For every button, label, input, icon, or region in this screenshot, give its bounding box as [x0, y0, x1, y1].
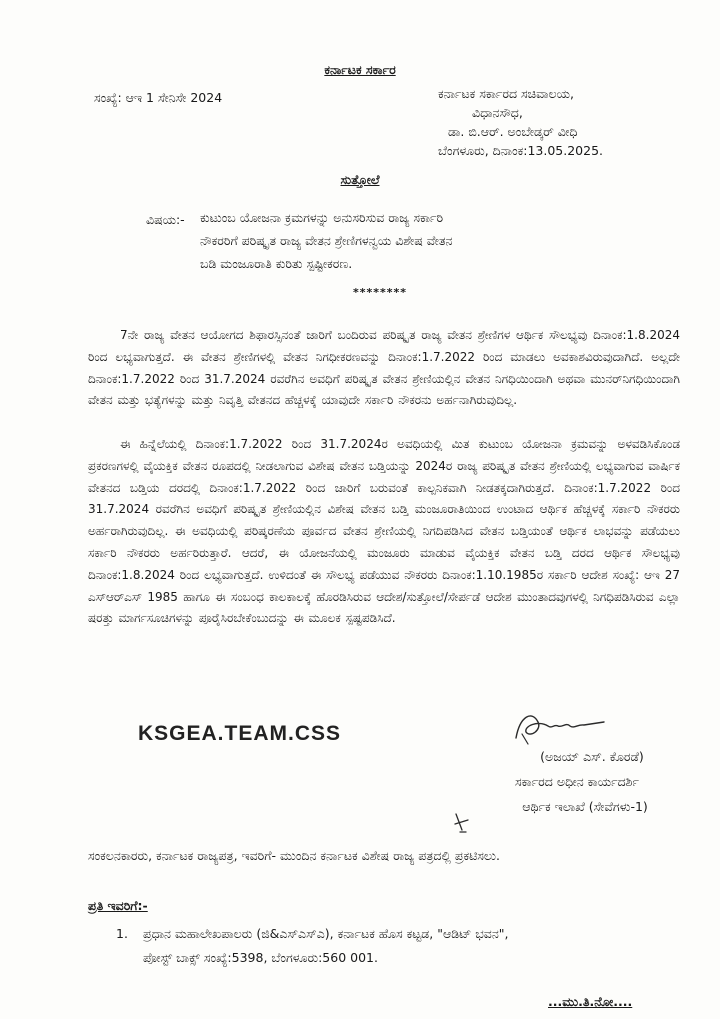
signatory-designation: ಸರ್ಕಾರದ ಅಧೀನ ಕಾರ್ಯದರ್ಶಿ — [515, 774, 639, 789]
copy-to-item-line: ಪೋಸ್ಟ್ ಬಾಕ್ಸ್ ಸಂಖ್ಯೆ:5398, ಬೆಂಗಳೂರು:560 001. — [143, 950, 378, 965]
watermark-text: KSGEA.TEAM.CSS — [138, 722, 342, 745]
address-line-vidhana-soudha: ವಿಧಾನಸೌಧ, — [472, 105, 523, 120]
address-line-date: ಬೆಂಗಳೂರು, ದಿನಾಂಕ:13.05.2025. — [438, 143, 603, 158]
subject-line: ಕುಟುಂಬ ಯೋಜನಾ ಕ್ರಮಗಳನ್ನು ಅನುಸರಿಸುವ ರಾಜ್ಯ ಸರ್ಕಾರಿ — [200, 210, 444, 225]
initial-mark — [452, 810, 472, 836]
address-line-secretariat: ಕರ್ನಾಟಕ ಸರ್ಕಾರದ ಸಚಿವಾಲಯ, — [438, 86, 574, 101]
subject-text — [200, 206, 640, 275]
address-block — [438, 84, 708, 160]
signatory-department: ಆರ್ಥಿಕ ಇಲಾಖೆ (ಸೇವೆಗಳು-1) — [522, 799, 648, 814]
subject-line: ನೌಕರರಿಗೆ ಪರಿಷ್ಕೃತ ರಾಜ್ಯ ವೇತನ ಶ್ರೇಣಿಗಳನ್ವಯ ವಿಶೇಷ ವೇತನ — [200, 233, 453, 248]
government-title: ಕರ್ನಾಟಕ ಸರ್ಕಾರ — [324, 62, 396, 77]
signature — [508, 704, 608, 748]
copy-to-item-line: ಪ್ರಧಾನ ಮಹಾಲೇಖಪಾಲರು (ಜಿ&ಎಸ್‌ಎಸ್‌ಎ), ಕರ್ನಾಟಕ ಹೊಸ ಕಟ್ಟಡ, "ಆಡಿಟ್ ಭವನ", — [143, 926, 509, 941]
copy-to-heading: ಪ್ರತಿ ಇವರಿಗೆ:- — [88, 898, 148, 913]
order-number: ಸಂಖ್ಯೆ: ಆಇ 1 ಸೇನಿಸೇ 2024 — [94, 90, 223, 105]
gazette-note: ಸಂಕಲನಕಾರರು, ಕರ್ನಾಟಕ ರಾಜ್ಯಪತ್ರ, ಇವರಿಗೆ- ಮುಂದಿನ ಕರ್ನಾಟಕ ವಿಶೇಷ ರಾಜ್ಯ ಪತ್ರದಲ್ಲಿ ಪ್ರಕಟಿಸಲು. — [88, 848, 500, 863]
page-continuation: ...ಮು.ತಿ.ನೋ.... — [548, 994, 633, 1009]
body-paragraph-2: ಈ ಹಿನ್ನೆಲೆಯಲ್ಲಿ ದಿನಾಂಕ:1.7.2022 ರಿಂದ 31.7.2024ರ ಅವಧಿಯಲ್ಲಿ ಮಿತ ಕುಟುಂಬ ಯೋಜನಾ ಕ್ರಮವನ್ನು ಅಳವಡಿಸಿಕೊಂಡ ಪ್ರಕರಣಗಳಲ್ಲಿ ವೈಯಕ್ತಿಕ ವೇತನ ರೂಪದಲ್ಲಿ ನೀಡಲಾಗುವ ವಿಶೇಷ ವೇತನ ಬಡ್ತಿಯನ್ನು 2024ರ ರಾಜ್ಯ ಪರಿಷ್ಕೃತ ವೇತನ ಶ್ರೇಣಿಯಲ್ಲಿ ಲಭ್ಯವಾಗುವ ವಾರ್ಷಿಕ ವೇತನದ ಬಡ್ತಿಯ ದರದಲ್ಲಿ ದಿನಾಂಕ:1.7.2022 ರಿಂದ ಜಾರಿಗೆ ಬರುವಂತೆ ಕಾಲ್ಪನಿಕವಾಗಿ ನೀಡತಕ್ಕದಾಗಿರುತ್ತದೆ. ದಿನಾಂಕ:1.7.2022 ರಿಂದ 31.7.2024 ರವರೆಗಿನ ಅವಧಿಗೆ ಪರಿಷ್ಕೃತ ಶ್ರೇಣಿಯಲ್ಲಿನ ವಿಶೇಷ ವೇತನ ಬಡ್ತಿ ಮಂಜೂರಾತಿಯಿಂದ ಉಂಟಾದ ಆರ್ಥಿಕ ಹೆಚ್ಚಳಕ್ಕೆ ಸರ್ಕಾರಿ ನೌಕರರು ಅರ್ಹರಾಗಿರುವುದಿಲ್ಲ. ಈ ಅವಧಿಯಲ್ಲಿ ಪರಿಷ್ಕರಣೆಯ ಪೂರ್ವದ ವೇತನ ಶ್ರೇಣಿಯಲ್ಲಿ ನಿಗದಿಪಡಿಸಿದ ವೇತನ ಬಡ್ತಿಯಂತೆ ಆರ್ಥಿಕ ಲಾಭವನ್ನು ಪಡೆಯಲು ಸರ್ಕಾರಿ ನೌಕರರು ಅರ್ಹರಿರುತ್ತಾರೆ. ಆದರೆ, ಈ ಯೋಜನೆಯಲ್ಲಿ ಮಂಜೂರು ಮಾಡುವ ವೈಯಕ್ತಿಕ ವೇತನ ಬಡ್ತಿ ದರದ ಆರ್ಥಿಕ ಸೌಲಭ್ಯವು ದಿನಾಂಕ:1.8.2024 ರಿಂದ ಲಭ್ಯವಾಗುತ್ತದೆ. ಉಳಿದಂತೆ ಈ ಸೌಲಭ್ಯ ಪಡೆಯುವ ನೌಕರರು ದಿನಾಂಕ:1.10.1985ರ ಸರ್ಕಾರಿ ಆದೇಶ ಸಂಖ್ಯೆ: ಆಇ 27 ಎಸ್‌ಆರ್‌ಎಸ್ 1985 ಹಾಗೂ ಈ ಸಂಬಂಧ ಕಾಲಕಾಲಕ್ಕೆ ಹೊರಡಿಸಿರುವ ಆದೇಶ/ಸುತ್ತೋಲೆ/ಸೇರ್ಪಡೆ ಆದೇಶ ಮುಂತಾದವುಗಳಲ್ಲಿ ನಿಗಧಿಪಡಿಸಿರುವ ಎಲ್ಲಾ ಷರತ್ತು ಮಾರ್ಗಸೂಚಿಗಳನ್ನು ಪೂರೈಸಿರಬೇಕೆಂಬುದನ್ನು ಈ ಮೂಲಕ ಸ್ಪಷ್ಟಪಡಿಸಿದೆ. — [88, 437, 680, 626]
subject-label: ವಿಷಯ:- — [146, 212, 185, 227]
copy-to-item-number: 1. — [116, 926, 128, 941]
address-line-street: ಡಾ. ಬಿ.ಆರ್. ಅಂಬೇಡ್ಕರ್ ವೀಧಿ — [448, 124, 578, 139]
document-type: ಸುತ್ತೋಲೆ — [340, 172, 380, 187]
signatory-name: (ಅಜಯ್ ಎಸ್. ಕೊರಡೆ) — [540, 749, 644, 764]
body-paragraph-1: 7ನೇ ರಾಜ್ಯ ವೇತನ ಆಯೋಗದ ಶಿಫಾರಸ್ಸಿನಂತೆ ಜಾರಿಗೆ ಬಂದಿರುವ ಪರಿಷ್ಕೃತ ರಾಜ್ಯ ವೇತನ ಶ್ರೇಣಿಗಳ ಆರ್ಥಿಕ ಸೌಲಭ್ಯವು ದಿನಾಂಕ:1.8.2024 ರಿಂದ ಲಭ್ಯವಾಗುತ್ತದೆ. ಈ ವೇತನ ಶ್ರೇಣಿಗಳಲ್ಲಿ ವೇತನ ನಿಗಧೀಕರಣವನ್ನು ದಿನಾಂಕ:1.7.2022 ರಿಂದ ಮಾಡಲು ಅವಕಾಶವಿರುವುದಾಗಿದೆ. ಅಲ್ಲದೇ ದಿನಾಂಕ:1.7.2022 ರಿಂದ 31.7.2024 ರವರೆಗಿನ ಅವಧಿಗೆ ಪರಿಷ್ಕೃತ ವೇತನ ಶ್ರೇಣಿಯಲ್ಲಿನ ವೇತನ ನಿಗಧಿಯಿಂದಾಗಿ ಅಥವಾ ಮುನರ್‌ನಿಗಧಿಯಿಂದಾಗಿ ವೇತನ ಮತ್ತು ಭತ್ಯೆಗಳನ್ನು ಮತ್ತು ನಿವೃತ್ತಿ ವೇತನದ ಹೆಚ್ಚಳಕ್ಕೆ ಯಾವುದೇ ಸರ್ಕಾರಿ ನೌಕರನು ಅರ್ಹನಾಗಿರುವುದಿಲ್ಲ. — [88, 328, 680, 408]
subject-line: ಬಡಿ ಮಂಜೂರಾತಿ ಕುರಿತು ಸ್ಪಷ್ಟೀಕರಣ. — [200, 256, 353, 271]
subject-separator: ******** — [352, 286, 408, 299]
